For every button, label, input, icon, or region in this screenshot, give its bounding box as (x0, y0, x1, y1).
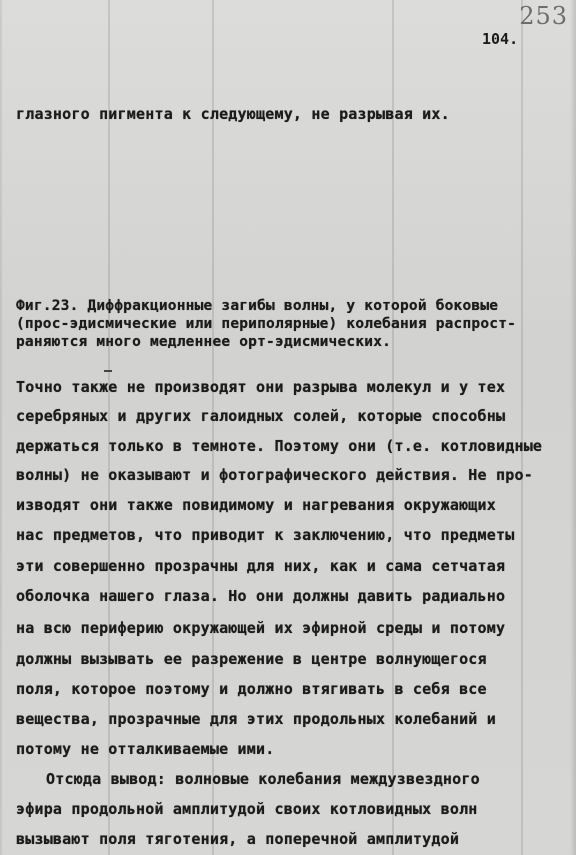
paragraph-line: держаться только в темноте. Поэтому они (т.е. котловидные (16, 437, 543, 455)
paragraph-line: вещества, прозрачные для этих продольных колебаний и (16, 710, 496, 728)
paragraph-line: потому не отталкиваемые ими. (16, 740, 275, 758)
figure-caption-line: (прос-эдисмические или периполярные) колебания распрост- (16, 316, 517, 332)
handwritten-archive-number: 253 (519, 2, 568, 30)
top-text-line: глазного пигмента к следующему, не разрывая их. (16, 105, 450, 123)
paragraph-line: поля, которое поэтому и должно втягивать в себя все (16, 680, 487, 698)
paragraph-line: эфира продольной амплитудой своих котловидных волн (16, 800, 478, 818)
paragraph-line: на всю периферию окружающей их эфирной среды и потому (16, 619, 506, 637)
paragraph-line: Отсюда вывод: волновые колебания междузвездного (46, 770, 480, 788)
paragraph-line: вызывают поля тяготения, а поперечной амплитудой (16, 830, 460, 848)
paragraph-line: оболочка нашего глаза. Но они должны давить радиально (16, 587, 506, 605)
section-divider-mark (104, 370, 112, 372)
paragraph-line: изводят они также повидимому и нагревания окружающих (16, 496, 496, 514)
paragraph-line: нас предметов, что приводит к заключению, что предметы (16, 526, 515, 544)
paragraph-line: должны вызывать ее разрежение в центре волнующегося (16, 650, 487, 668)
scan-streak (521, 0, 523, 855)
figure-caption-line: Фиг.23. Диффракционные загибы волны, у которой боковые (16, 298, 499, 314)
page-number: 104. (482, 30, 519, 48)
paragraph-line: серебряных и других галоидных солей, которые способны (16, 407, 506, 425)
paragraph-line: Точно также не производят они разрыва молекул и у тех (16, 378, 506, 396)
paragraph-line: волны) не оказывают и фотографического действия. Не про- (16, 466, 533, 484)
paragraph-line: эти совершенно прозрачны для них, как и сама сетчатая (16, 557, 506, 575)
figure-caption-line: раняются много медленнее орт-эдисмических. (16, 334, 392, 350)
